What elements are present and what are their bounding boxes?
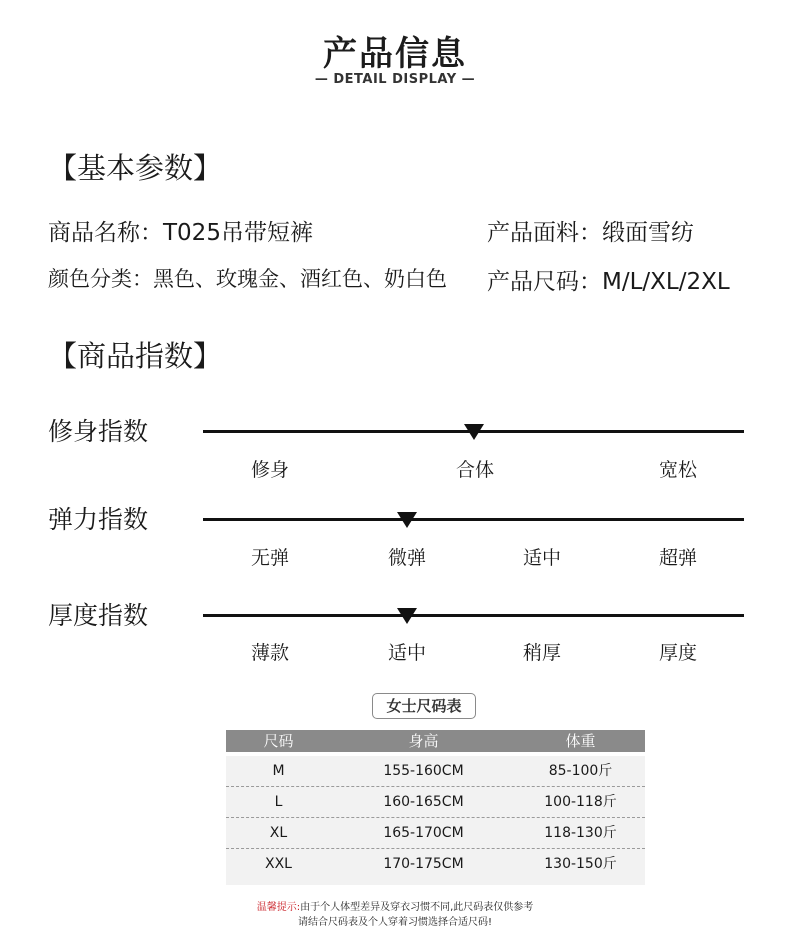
elasticity-index-marker-icon <box>397 512 417 528</box>
thickness-index-label: 厚度指数 <box>48 601 149 630</box>
page-title: 产品信息 <box>323 34 467 74</box>
fit-index-tick: 修身 <box>250 459 289 481</box>
fit-index-marker-icon <box>464 424 484 440</box>
thickness-index-tick: 稍厚 <box>522 642 561 664</box>
height-cell: 165-170CM <box>383 825 464 841</box>
table-row <box>226 787 645 818</box>
height-cell: 160-165CM <box>383 794 464 810</box>
column-header-weight: 体重 <box>565 732 596 750</box>
product-fabric: 产品面料：缎面雪纺 <box>487 220 694 246</box>
fit-index-tick: 宽松 <box>658 459 697 481</box>
height-cell: 155-160CM <box>383 763 464 779</box>
elasticity-index-tick: 适中 <box>522 547 561 569</box>
product-index-heading: 【商品指数】 <box>48 339 223 373</box>
product-name: 商品名称：T025吊带短裤 <box>48 220 313 246</box>
weight-cell: 130-150斤 <box>544 856 617 872</box>
fit-index-tick: 合体 <box>455 459 494 481</box>
column-header-height: 身高 <box>408 732 439 750</box>
size-cell: M <box>272 763 285 779</box>
size-note-line-1 <box>0 898 790 913</box>
basic-params-heading: 【基本参数】 <box>48 151 223 185</box>
page-subtitle: — DETAIL DISPLAY — <box>314 72 476 87</box>
note-highlight: 温馨提示: <box>256 902 301 913</box>
weight-cell: 100-118斤 <box>544 794 617 810</box>
elasticity-index-label: 弹力指数 <box>48 505 149 534</box>
size-cell: L <box>274 794 283 810</box>
size-cell: XXL <box>265 856 292 872</box>
elasticity-index-tick: 超弹 <box>658 547 697 569</box>
elasticity-index-tick: 微弹 <box>387 547 426 569</box>
note-text: 由于个人体型差异及穿衣习惯不同,此尺码表仅供参考 <box>300 902 534 913</box>
table-row <box>226 756 645 787</box>
weight-cell: 118-130斤 <box>544 825 617 841</box>
size-table-title: 女士尺码表 <box>372 693 476 719</box>
thickness-index-tick: 厚度 <box>658 642 697 664</box>
weight-cell: 85-100斤 <box>548 763 613 779</box>
size-table <box>226 730 645 885</box>
fit-index-label: 修身指数 <box>48 417 149 446</box>
size-table-header <box>226 730 645 752</box>
table-row <box>226 849 645 885</box>
column-header-size: 尺码 <box>263 732 294 750</box>
table-row <box>226 818 645 849</box>
thickness-index-bar <box>203 614 744 617</box>
size-cell: XL <box>269 825 288 841</box>
product-sizes: 产品尺码：M/L/XL/2XL <box>487 269 730 295</box>
elasticity-index-tick: 无弹 <box>250 547 289 569</box>
elasticity-index-bar <box>203 518 744 521</box>
thickness-index-marker-icon <box>397 608 417 624</box>
height-cell: 170-175CM <box>383 856 464 872</box>
thickness-index-tick: 适中 <box>387 642 426 664</box>
product-colors: 颜色分类：黑色、玫瑰金、酒红色、奶白色 <box>48 267 447 291</box>
thickness-index-tick: 薄款 <box>250 642 289 664</box>
size-note-line-2: 请结合尺码表及个人穿着习惯选择合适尺码! <box>297 917 492 928</box>
